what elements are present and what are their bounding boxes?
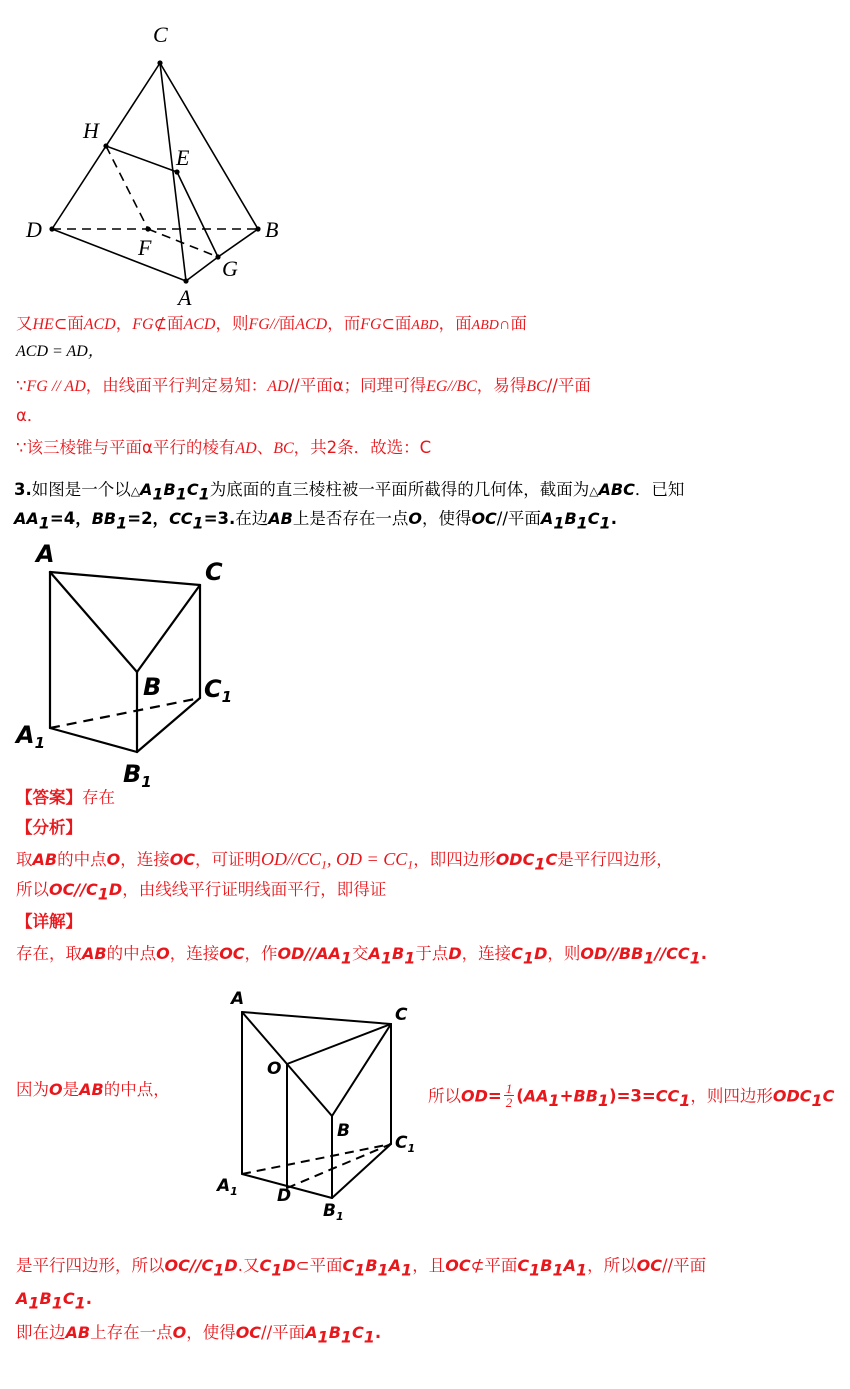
mid-right-e: AA	[523, 1086, 549, 1106]
analysis-tag: 【分析】	[16, 818, 82, 837]
solution1-line1	[16, 316, 527, 333]
mid-right-k: ODC	[772, 1086, 812, 1106]
an-l2-d: ，由线线平行证明线面平行，即得证	[122, 880, 387, 899]
sol1-l1-t: ABD	[411, 318, 439, 333]
p3-l2-f: =3.	[203, 509, 236, 528]
dt-l1-f: OC	[219, 944, 245, 963]
an-l1-j: ，即四边形	[413, 850, 496, 869]
figure3-label-O: O	[267, 1059, 282, 1079]
dt-l1-o-sub: 1	[522, 948, 535, 968]
mid-right-j: ，则四边形	[690, 1086, 773, 1106]
bt-l3-e: ，使得	[186, 1323, 236, 1342]
dt-l1-s-sub: 1	[689, 948, 701, 968]
an-l1-e: ，连接	[120, 850, 170, 869]
p3-l2-o: B	[564, 509, 577, 528]
p3-l2-p: C	[587, 509, 600, 528]
dt-l1-r: OD//BB	[580, 944, 644, 963]
figure1-label-F: F	[138, 235, 152, 260]
figure2-label-A1: $A_1$	[16, 721, 46, 752]
sol1-l3-f: α	[332, 376, 344, 395]
p3-l2-p-sub: 1	[599, 513, 611, 533]
mid-left-e: 的中点，	[103, 1080, 170, 1099]
bt-l1-d: .又	[237, 1256, 260, 1275]
mid-right-k-sub: 1	[811, 1090, 823, 1110]
bt-l1-b: OC//C	[164, 1256, 214, 1275]
an-l2-a: 所以	[16, 880, 49, 899]
p3-l2-h: AB	[268, 509, 293, 528]
sol1-l5-a: ∵该三棱锥与平面	[16, 438, 142, 457]
sol1-l1-l: FG	[248, 316, 270, 333]
figure2-label-C1: $C_1$	[204, 675, 233, 706]
sol1-l1-j: ACD	[183, 316, 216, 333]
problem3-stem-line1	[14, 482, 684, 502]
dt-l1-p: D	[534, 944, 548, 963]
figure3-label-C: C	[395, 1005, 408, 1025]
mid-left-c: 是	[62, 1080, 80, 1099]
an-l1-b: AB	[32, 850, 58, 869]
dt-l1-e: ，连接	[169, 944, 220, 963]
sol1-l5-g: ，共2条．故选：	[293, 438, 420, 457]
bt-l3-c: 上存在一点	[90, 1323, 173, 1342]
sol1-l1-h: ⊄	[153, 316, 167, 333]
dt-l1-l: 于点	[415, 944, 449, 963]
p3-l2-e-sub: 1	[192, 513, 204, 533]
p3-l1-a: 如图是一个以	[31, 480, 131, 499]
sol1-l5-e: 、	[256, 438, 274, 457]
answer-tag: 【答案】	[16, 788, 82, 807]
bt-l1-p: A	[563, 1256, 577, 1275]
bt-l1-o-sub: 1	[552, 1260, 564, 1280]
an-l1-k-sub: 1	[534, 854, 546, 874]
figure1-label-C: C	[153, 22, 168, 47]
p3-l2-i: 上是否存在一点	[292, 509, 409, 528]
figure-tetrahedron-ABCD	[0, 10, 330, 310]
sol1-l1-w: ∩	[498, 316, 511, 333]
sol1-l1-f: ，	[115, 314, 133, 333]
an-l1-d: O	[106, 850, 121, 869]
bt-l2-a-sub: 1	[28, 1293, 40, 1313]
sol1-l1-v: ABD	[471, 318, 499, 333]
solution1-line2	[16, 344, 104, 360]
p3-l2-k: ，使得	[421, 509, 472, 528]
an-l1-h-sub: 1	[321, 857, 328, 872]
dt-l1-r-sub: 1	[643, 948, 655, 968]
bt-l1-g: ⊂平面	[295, 1256, 343, 1275]
bt-l3-h: A	[305, 1323, 318, 1342]
sol1-l1-a: 又	[16, 314, 33, 333]
an-l1-k: ODC	[495, 850, 535, 869]
solution1-line4	[16, 408, 43, 425]
sol1-l5-d: AD	[235, 440, 257, 457]
bt-l1-i: B	[365, 1256, 378, 1275]
dt-l1-a: 存在，取	[16, 944, 82, 963]
an-l1-g: ，可证明	[195, 850, 262, 869]
mid-right-h: )=3=	[609, 1086, 656, 1106]
mid-right-d: (	[516, 1086, 524, 1106]
p3-l1-c: A	[139, 480, 153, 499]
sol1-l3-d: AD	[267, 378, 289, 395]
bt-l3-b: AB	[65, 1323, 91, 1342]
p3-l2-a-sub: 1	[38, 513, 50, 533]
figure3-label-B1: $B_1$	[323, 1201, 344, 1223]
mid-right-e-sub: 1	[548, 1090, 560, 1110]
dt-l1-m: D	[448, 944, 462, 963]
bt-l1-n-sub: 1	[529, 1260, 541, 1280]
an-l1-l: C	[545, 850, 558, 869]
figure-prism-with-O-D	[205, 988, 430, 1223]
sol1-l1-o: ACD	[295, 316, 328, 333]
answer-line	[16, 790, 115, 807]
sol1-l1-p: ，而	[327, 314, 361, 333]
bt-l1-f: D	[282, 1256, 296, 1275]
p3-l1-d-sub: 1	[175, 484, 187, 504]
dt-l1-k: B	[392, 944, 405, 963]
sol1-l1-c: ⊂	[53, 316, 68, 333]
an-l1-i-sub: 1	[407, 857, 414, 872]
bt-l2-c-sub: 1	[74, 1293, 86, 1313]
p3-l1-e: C	[186, 480, 199, 499]
an-l1-a: 取	[16, 850, 33, 869]
figure1-label-B: B	[265, 217, 279, 242]
figure2-label-B: B	[143, 673, 162, 701]
detail-tag: 【详解】	[16, 912, 82, 931]
an-l1-i: , OD = CC	[327, 849, 408, 869]
bt-l2-d: .	[85, 1289, 93, 1308]
bt-l3-g: //平面	[261, 1323, 306, 1342]
bt-l2-a: A	[16, 1289, 29, 1308]
an-l2-c: D	[108, 880, 123, 899]
sol1-l3-g: ；同理可得	[343, 376, 427, 395]
problem3-stem-line2	[14, 511, 617, 531]
figure2-label-B1: $B_1$	[123, 760, 152, 791]
bt-l1-m: ⊄平面	[470, 1256, 518, 1275]
dt-l1-j-sub: 1	[380, 948, 393, 968]
figure-tetrahedron-svg	[0, 10, 330, 310]
p3-l1-f: 为底面的直三棱柱被一平面所截得的几何体，截面为	[209, 480, 590, 499]
sol1-l1-r: ⊂	[381, 316, 395, 333]
bt-l2-b: B	[39, 1289, 52, 1308]
bt-l1-a: 是平行四边形，所以	[16, 1256, 165, 1275]
figure3-label-B: B	[337, 1121, 350, 1141]
sol1-l2: ACD = AD，	[16, 343, 104, 360]
sol1-l1-b: HE	[32, 316, 54, 333]
bt-l1-l: OC	[445, 1256, 471, 1275]
p3-l2-d: =2，	[127, 509, 170, 528]
bt-l1-h-sub: 1	[354, 1260, 366, 1280]
bt-l1-c: D	[224, 1256, 238, 1275]
sol1-l3-i: ，易得	[476, 376, 527, 395]
detail-tag-line	[16, 914, 82, 931]
p3-l2-o-sub: 1	[576, 513, 588, 533]
figure3-svg	[205, 988, 430, 1223]
an-l1-h: OD//CC	[261, 849, 322, 869]
bt-l1-i-sub: 1	[377, 1260, 389, 1280]
p3-l2-c: BB	[91, 509, 117, 528]
p3-l2-a: AA	[14, 509, 39, 528]
p3-l2-n: A	[540, 509, 554, 528]
an-l2-b: OC//C	[49, 880, 98, 899]
bottom-line3	[16, 1325, 381, 1345]
p3-l1-c-sub: 1	[152, 484, 164, 504]
mid-right-c: =	[487, 1086, 502, 1106]
an-l1-m: 是平行四边形，	[557, 850, 673, 869]
mid-right-f: +	[559, 1086, 574, 1106]
dt-l1-c: 的中点	[106, 944, 157, 963]
figure2-label-C: C	[205, 558, 223, 586]
dt-l1-j: A	[368, 944, 381, 963]
dt-l1-o: C	[511, 944, 523, 963]
sol1-l1-x: 面	[510, 314, 527, 333]
bt-l3-k: .	[374, 1323, 382, 1342]
analysis-line2	[16, 882, 386, 902]
sol1-l1-m: //	[269, 316, 279, 333]
bt-l1-e-sub: 1	[271, 1260, 283, 1280]
bottom-line1	[16, 1258, 706, 1278]
p3-l1-d: B	[163, 480, 176, 499]
figure2-svg	[10, 540, 260, 790]
mid-left-a: 因为	[16, 1080, 49, 1099]
figure1-label-H: H	[83, 118, 99, 143]
sol1-l1-k: ，则	[215, 314, 249, 333]
bt-l1-e: C	[259, 1256, 272, 1275]
sol1-l1-g: FG	[132, 316, 154, 333]
dt-l1-q: ，则	[547, 944, 581, 963]
analysis-tag-line	[16, 820, 82, 837]
dt-l1-t: .	[700, 944, 708, 963]
bt-l1-j: A	[388, 1256, 402, 1275]
dt-l1-n: ，连接	[461, 944, 512, 963]
sol1-l1-e: ACD	[83, 316, 116, 333]
bt-l1-p-sub: 1	[576, 1260, 588, 1280]
p3-l1-h: ABC	[598, 480, 635, 499]
figure2-label-A: A	[36, 540, 55, 568]
bt-l2-b-sub: 1	[51, 1293, 63, 1313]
bt-l3-h-sub: 1	[317, 1327, 329, 1347]
bt-l1-q: ，所以	[587, 1256, 637, 1275]
mid-left-b: O	[49, 1080, 63, 1099]
bt-l1-n: C	[517, 1256, 530, 1275]
mid-right-b: OD	[461, 1086, 488, 1106]
dt-l1-b: AB	[82, 944, 107, 963]
p3-l2-c-sub: 1	[116, 513, 128, 533]
problem3-number: 3.	[14, 480, 32, 499]
p3-l2-b: =4，	[49, 509, 92, 528]
sol1-l5-c: 平行的棱有	[152, 438, 236, 457]
figure3-label-D: D	[277, 1186, 292, 1206]
bt-l1-s: //平面	[662, 1256, 707, 1275]
bt-l3-j-sub: 1	[363, 1327, 375, 1347]
dt-l1-s: //CC	[654, 944, 690, 963]
bt-l1-b-sub: 1	[213, 1260, 225, 1280]
sol1-l3-e: //平面	[288, 376, 333, 395]
p3-l2-n-sub: 1	[553, 513, 565, 533]
sol1-l4: α．	[16, 406, 44, 425]
solution1-line5	[16, 440, 431, 457]
fraction-denominator: 2	[505, 1095, 513, 1111]
figure3-label-A1: $A_1$	[217, 1176, 238, 1198]
bt-l3-a: 即在边	[16, 1323, 66, 1342]
sol1-l1-s: 面	[394, 314, 412, 333]
bt-l2-c: C	[62, 1289, 75, 1308]
sol1-l3-a: ∵	[16, 376, 27, 395]
fraction-one-half	[504, 1082, 515, 1110]
an-l1-c: 的中点	[57, 850, 107, 869]
bt-l3-f: OC	[235, 1323, 262, 1342]
dt-l1-k-sub: 1	[404, 948, 416, 968]
p3-l2-e: CC	[169, 509, 193, 528]
mid-right-g-sub: 1	[597, 1090, 610, 1110]
bt-l1-j-sub: 1	[401, 1260, 413, 1280]
mid-right-i: CC	[655, 1086, 680, 1106]
p3-l2-j: O	[408, 509, 422, 528]
sol1-l3-b: FG // AD	[26, 378, 86, 395]
p3-l2-l: OC	[471, 509, 497, 528]
bt-l1-o: B	[540, 1256, 553, 1275]
p3-l1-i: ．已知	[634, 480, 685, 499]
an-l1-f: OC	[169, 850, 196, 869]
sol1-l1-d: 面	[67, 314, 84, 333]
mid-right-i-sub: 1	[679, 1090, 691, 1110]
sol1-l1-u: ，面	[438, 314, 472, 333]
sol1-l5-f: BC	[273, 440, 294, 457]
p3-l2-m: //平面	[496, 509, 541, 528]
mid-right-l: C	[822, 1086, 835, 1106]
p3-l1-g: △	[589, 484, 599, 498]
dt-l1-h-sub: 1	[340, 948, 353, 968]
sol1-l3-j: BC	[526, 378, 547, 395]
bt-l1-k: ，且	[412, 1256, 446, 1275]
p3-l1-b: △	[130, 484, 140, 498]
bt-l3-i: B	[328, 1323, 341, 1342]
dt-l1-d: O	[156, 944, 170, 963]
answer-value: 存在	[82, 788, 115, 807]
detail-line1	[16, 946, 707, 966]
analysis-line1	[16, 850, 673, 872]
sol1-l5-b: α	[142, 438, 153, 457]
bt-l1-h: C	[342, 1256, 355, 1275]
sol1-l3-c: ，由线面平行判定易知：	[85, 376, 268, 395]
figure1-label-A: A	[178, 285, 192, 310]
figure3-label-C1: $C_1$	[395, 1133, 416, 1155]
solution1-line3	[16, 378, 591, 395]
an-l2-b-sub: 1	[97, 884, 109, 904]
p3-l2-g: 在边	[235, 509, 269, 528]
mid-left-d: AB	[79, 1080, 104, 1099]
bottom-line2	[16, 1291, 92, 1311]
figure1-label-E: E	[176, 145, 190, 170]
p3-l1-e-sub: 1	[198, 484, 210, 504]
figure-prism-ABC-A1B1C1	[10, 540, 260, 790]
mid-right-a: 所以	[428, 1086, 461, 1106]
mid-text-right	[428, 1082, 834, 1110]
bt-l3-d: O	[172, 1323, 187, 1342]
sol1-l1-i: 面	[166, 314, 184, 333]
bt-l1-r: OC	[636, 1256, 662, 1275]
dt-l1-i: 交	[352, 944, 369, 963]
fraction-numerator: 1	[505, 1081, 513, 1096]
bt-l3-i-sub: 1	[340, 1327, 353, 1347]
dt-l1-g: ，作	[244, 944, 278, 963]
figure1-label-G: G	[222, 256, 238, 281]
figure1-label-D: D	[26, 217, 42, 242]
sol1-l3-k: //平面	[546, 376, 591, 395]
sol1-l1-q: FG	[360, 316, 382, 333]
sol1-l5-h: C	[419, 438, 432, 457]
figure3-label-A: A	[231, 989, 245, 1009]
mid-text-left	[16, 1082, 170, 1099]
sol1-l3-h: EG//BC	[426, 378, 477, 395]
p3-l2-q: .	[610, 509, 617, 528]
bt-l3-j: C	[352, 1323, 364, 1342]
dt-l1-h: OD//AA	[277, 944, 341, 963]
sol1-l1-n: 面	[278, 314, 296, 333]
mid-right-g: BB	[573, 1086, 598, 1106]
